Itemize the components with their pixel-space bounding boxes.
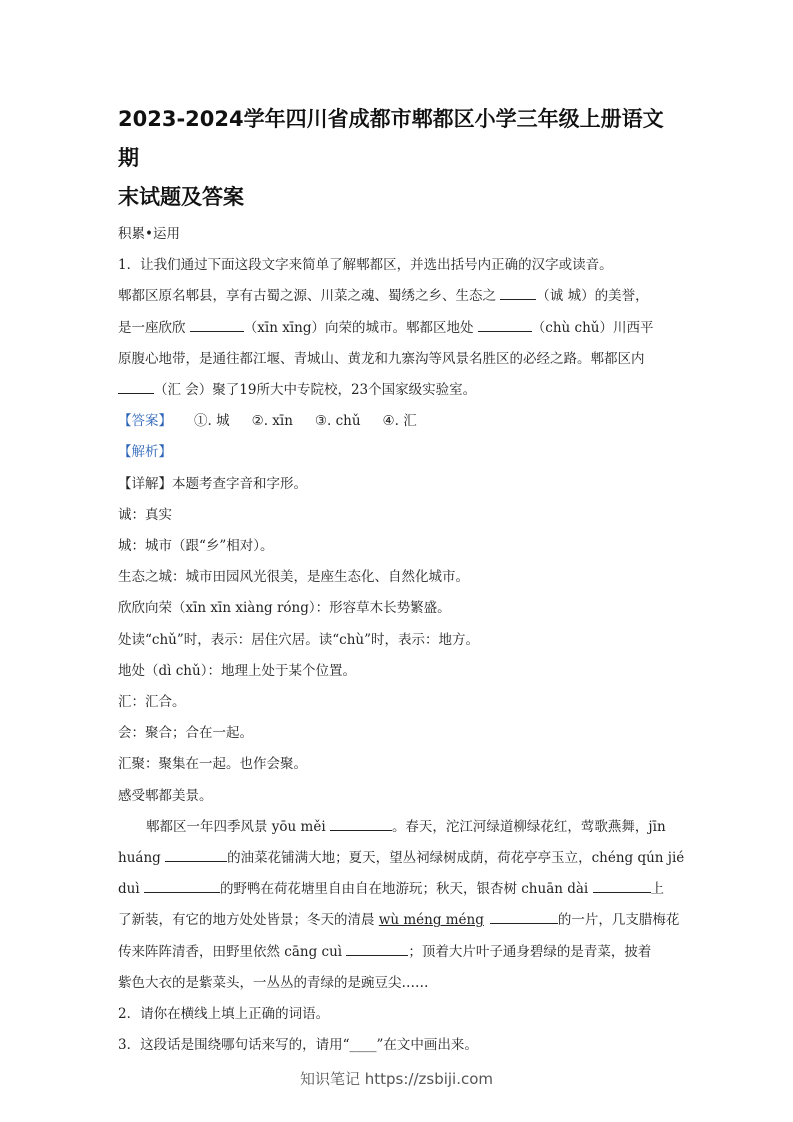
detail-line: 城：城市（跟“乡”相对）。: [118, 538, 274, 555]
answer-row: [118, 406, 674, 437]
answer-blank: [593, 878, 651, 893]
detail-line: 欣欣向荣（xīn xīn xiàng róng）：形容草木长势繁盛。: [118, 600, 451, 617]
passage-1-line-4: （汇 会）聚了19所大中专院校，23个国家级实验室。: [118, 375, 674, 406]
detail-line: 会：聚合；合在一起。: [118, 725, 253, 742]
answer-blank: [490, 909, 558, 924]
answer-blank: [500, 285, 536, 300]
answer-1: ①. 城: [194, 413, 230, 430]
answer-blank: [346, 941, 408, 956]
answer-label: 【答案】: [118, 413, 172, 430]
analysis-label: 【解析】: [118, 444, 172, 461]
answer-2: ②. xīn: [251, 413, 293, 430]
passage-2-line-5: 传来阵阵清香，田野里依然 cāng cuì ；顶着大片叶子通身碧绿的是青菜，披着: [118, 937, 674, 968]
answer-blank: [165, 847, 227, 862]
answer-blank: [144, 878, 220, 893]
passage-2-line-1: 郫都区一年四季风景 yōu měi 。春天，沱江河绿道柳绿花红，莺歌燕舞，jīn: [118, 812, 674, 843]
answer-blank: [330, 816, 392, 831]
answer-blank: [190, 317, 244, 332]
question-3: 3．这段话是围绕哪句话来写的，请用“____”在文中画出来。: [118, 1037, 478, 1054]
section-heading: 积累•运用: [118, 226, 180, 242]
detail-line: 【详解】本题考查字音和字形。: [118, 475, 307, 492]
answer-blank: [118, 379, 154, 394]
passage-2-line-3: duì 的野鸭在荷花塘里自由自在地游玩；秋天，银杏树 chuān dài 上: [118, 874, 674, 905]
question-1: 1．让我们通过下面这段文字来简单了解郫都区，并选出括号内正确的汉字或读音。: [118, 257, 613, 274]
title-line-2: 末试题及答案: [118, 185, 244, 209]
answer-blank: [478, 317, 532, 332]
passage-2-line-4: 了新装，有它的地方处处皆景；冬天的清晨 wù méng méng 的一片，几支腊梅花: [118, 905, 674, 936]
passage-1-line-1: 郫都区原名郫县，享有古蜀之源、川菜之魂、蜀绣之乡、生态之 （诚 城）的美誉，: [118, 281, 674, 312]
underlined-pinyin: wù méng méng: [378, 912, 484, 929]
detail-line: 生态之城：城市田园风光很美，是座生态化、自然化城市。: [118, 569, 469, 586]
passage-1-line-2: 是一座欣欣 （xīn xīng）向荣的城市。郫都区地处 （chù chǔ）川西平: [118, 313, 674, 344]
document-title: [118, 100, 674, 217]
passage-1-line-3: 原腹心地带，是通往都江堰、青城山、黄龙和九寨沟等风景名胜区的必经之路。郫都区内: [118, 350, 645, 367]
footer-watermark: 知识笔记 https://zsbiji.com: [299, 1070, 494, 1088]
passage-2-line-6: 紫色大衣的是紫菜头，一丛丛的青绿的是豌豆尖……: [118, 974, 429, 991]
detail-line: 汇：汇合。: [118, 694, 186, 711]
title-line-1: 2023-2024学年四川省成都市郫都区小学三年级上册语文期: [118, 107, 664, 170]
document-page: [118, 100, 685, 1061]
detail-line: 地处（dì chǔ）：地理上处于某个位置。: [118, 662, 356, 679]
detail-line: 汇聚：聚集在一起。也作会聚。: [118, 756, 307, 773]
detail-line: 诚：真实: [118, 506, 172, 523]
detail-line: 处读“chǔ”时，表示：居住穴居。读“chù”时，表示：地方。: [118, 631, 480, 648]
question-2: 2．请你在横线上填上正确的词语。: [118, 1006, 330, 1023]
answer-3: ③. chǔ: [314, 413, 361, 430]
answer-4: ④. 汇: [382, 413, 417, 430]
detail-line: 感受郫都美景。: [118, 787, 213, 804]
passage-2-line-2: huáng 的油菜花铺满大地；夏天，望丛祠绿树成荫，荷花亭亭玉立，chéng qún jié: [118, 843, 674, 874]
